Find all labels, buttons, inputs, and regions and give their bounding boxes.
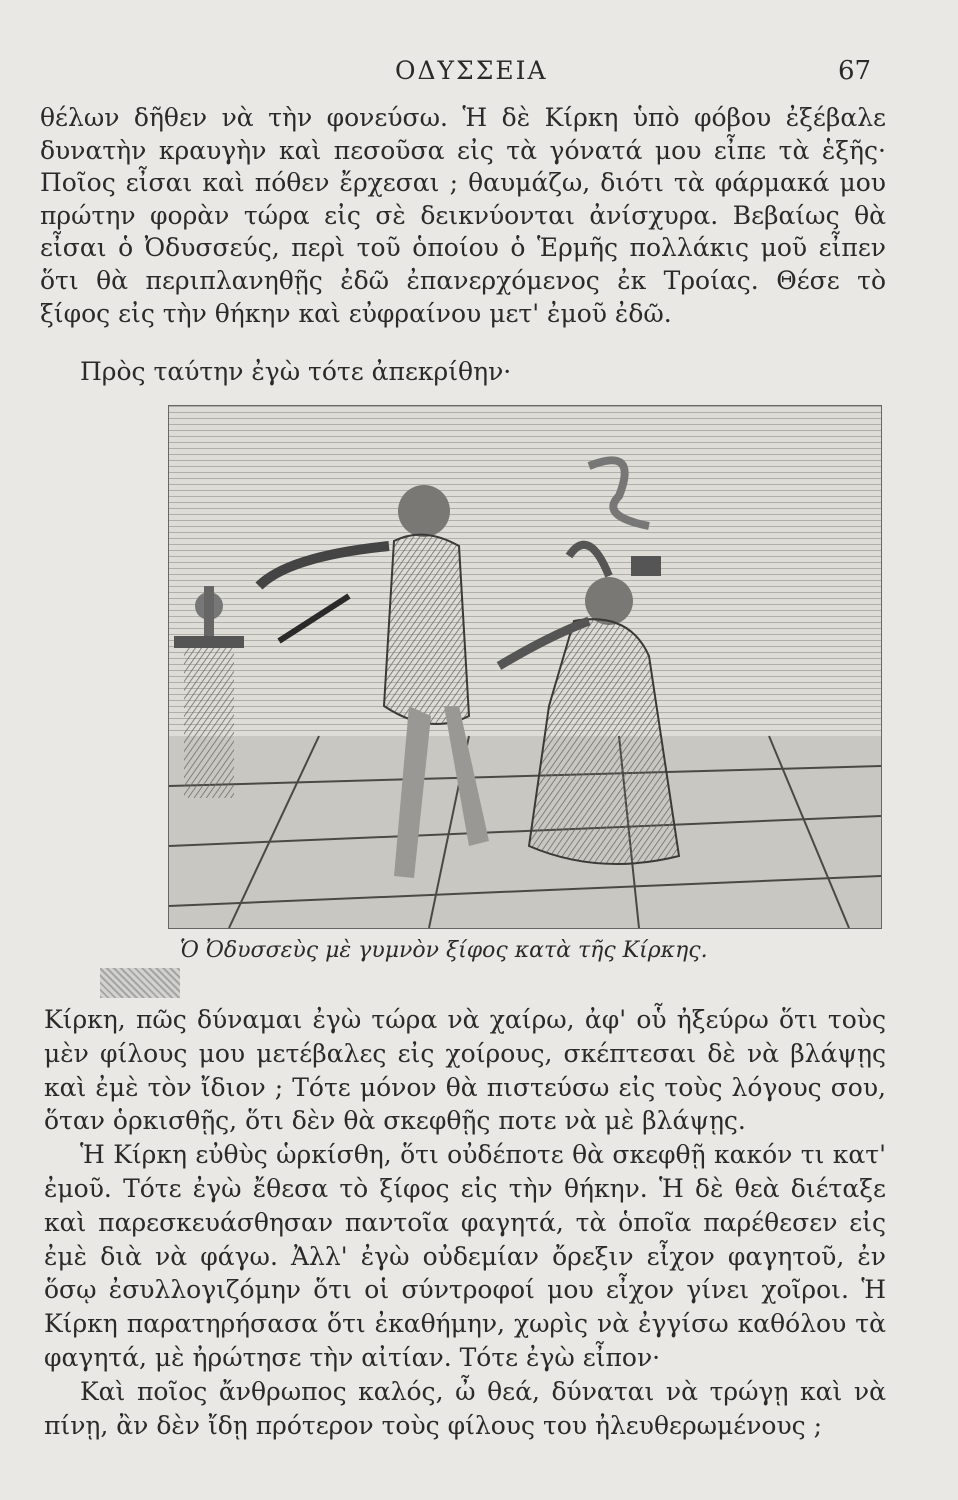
running-header <box>0 52 958 92</box>
body-text-lower <box>44 1003 886 1442</box>
library-stamp-mark <box>100 968 180 998</box>
paragraph-4: Ἡ Κίρκη εὐθὺς ὡρκίσθη, ὅτι οὐδέποτε θὰ σκεφθῇ κακόν τι κατ' ἐμοῦ. Τότε ἐγὼ ἔθεσα τὸ ξίφος εἰς τὴν θήκην. Ἡ δὲ θεὰ διέταξε καὶ παρεσκευάσθησαν παντοῖα φαγητά, τὰ ὁποῖα παρέθεσεν εἰς ἐμὲ διὰ νὰ φάγω. Ἀλλ' ἐγὼ οὐδεμίαν ὄρεξιν εἶχον φαγητοῦ, ἐν ὅσῳ ἐσυλλογιζόμην ὅτι οἱ σύντροφοί μου εἶχον γίνει χοῖροι. Ἡ Κίρκη παρατηρήσασα ὅτι ἐκαθήμην, χωρὶς νὰ ἐγγίσω καθόλου τὰ φαγητά, μὲ ἠρώτησε τὴν αἰτίαν. Τότε ἐγὼ εἶπον· <box>44 1140 886 1372</box>
page-title: ΟΔΥΣΣΕΙΑ <box>395 56 548 85</box>
page-number: 67 <box>838 56 872 86</box>
paragraph-5: Καὶ ποῖος ἄνθρωπος καλός, ὦ θεά, δύναται νὰ τρώγῃ καὶ νὰ πίνῃ, ἂν δὲν ἴδῃ πρότερον τοὺς φίλους του ἠλευθερωμένους ; <box>44 1376 886 1440</box>
paragraph-1: θέλων δῆθεν νὰ τὴν φονεύσω. Ἡ δὲ Κίρκη ὑπὸ φόβου ἐξέβαλε δυνατὴν κραυγὴν καὶ πεσοῦσα εἰς τὰ γόνατά μου εἶπε τὰ ἑξῆς· Ποῖος εἶσαι καὶ πόθεν ἔρχεσαι ; θαυμάζω, διότι τὰ φάρμακά μου πρώτην φορὰν τώρα εἰς σὲ δεικνύονται ἀνίσχυρα. Βεβαίως θὰ εἶσαι ὁ Ὀδυσσεύς, περὶ τοῦ ὁποίου ὁ Ἑρμῆς πολλάκις μοῦ εἶπεν ὅτι θὰ περιπλανηθῇς ἐδῶ ἐπανερχόμενος ἐκ Τροίας. Θέσε τὸ ξίφος εἰς τὴν θήκην καὶ εὐφραίνου μετ' ἐμοῦ ἐδῶ. <box>40 103 886 328</box>
illustration-caption: Ὁ Ὀδυσσεὺς μὲ γυμνὸν ξίφος κατὰ τῆς Κίρκης. <box>180 938 708 963</box>
engraving-image <box>169 406 881 928</box>
illustration-odysseus-circe <box>168 405 882 929</box>
paragraph-3: Κίρκη, πῶς δύναμαι ἐγὼ τώρα νὰ χαίρω, ἀφ' οὗ ἠξεύρω ὅτι τοὺς μὲν φίλους μου μετέβαλες εἰς χοίρους, σκέπτεσαι δὲ νὰ βλάψῃς καὶ ἐμὲ τὸν ἴδιον ; Τότε μόνον θὰ πιστεύσω εἰς τοὺς λόγους σου, ὅταν ὁρκισθῇς, ὅτι δὲν θὰ σκεφθῇς ποτε νὰ μὲ βλάψῃς. <box>44 1005 886 1136</box>
paragraph-2: Πρὸς ταύτην ἐγὼ τότε ἀπεκρίθην· <box>80 357 512 386</box>
